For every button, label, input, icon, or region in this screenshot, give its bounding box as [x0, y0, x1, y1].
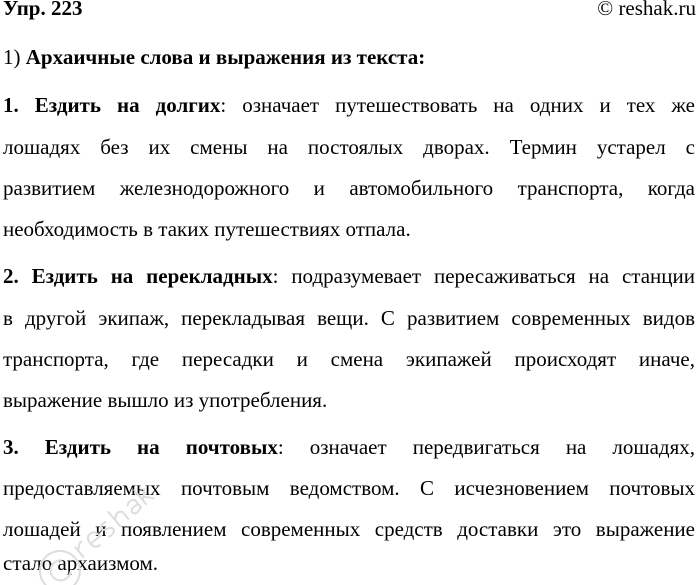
item-2-line-4: [3, 386, 695, 414]
section-number: 1): [3, 45, 21, 69]
text: выражение вышло из употребления.: [3, 388, 328, 412]
text: : означает передвигаться на лошадях,: [277, 435, 695, 459]
text: : подразумевает пересаживаться на станции: [272, 264, 696, 288]
item-3-line-1: [3, 433, 695, 461]
text: стало архаизмом.: [3, 551, 159, 575]
item-2-line-1: [3, 262, 695, 290]
text: в другой экипаж, перекладывая вещи. С развитием современных видов: [3, 306, 695, 330]
text: транспорта, где пересадки и смена экипажей происходят иначе,: [3, 347, 695, 371]
text: лошадей и появлением современных средств доставки это выражение: [3, 517, 695, 541]
term: 1. Ездить на долгих: [3, 93, 221, 117]
item-2-line-3: [3, 345, 695, 373]
copyright: © reshak.ru: [597, 0, 696, 20]
exercise-number: Упр. 223: [3, 0, 83, 20]
item-1-line-3: [3, 174, 695, 202]
item-3-line-3: [3, 515, 695, 543]
term: 3. Ездить на почтовых: [3, 435, 278, 459]
header: [3, 0, 696, 26]
item-3-line-2: [3, 474, 695, 502]
section-heading: [3, 43, 695, 71]
item-1-line-1: [3, 91, 695, 119]
text: развитием железнодорожного и автомобильного транспорта, когда: [3, 176, 695, 200]
text: : означает путешествовать на одних и тех же: [220, 93, 695, 117]
item-3-line-4: [3, 549, 695, 577]
text: лошадях без их смены на постоялых дворах. Термин устарел с: [3, 135, 695, 159]
item-2-line-2: [3, 304, 695, 332]
text: предоставляемых почтовым ведомством. С исчезновением почтовых: [3, 476, 695, 500]
term: 2. Ездить на перекладных: [3, 264, 273, 288]
text: необходимость в таких путешествиях отпала.: [3, 217, 411, 241]
section-title: Архаичные слова и выражения из текста:: [25, 45, 426, 69]
item-1-line-4: [3, 215, 695, 243]
item-1-line-2: [3, 133, 695, 161]
